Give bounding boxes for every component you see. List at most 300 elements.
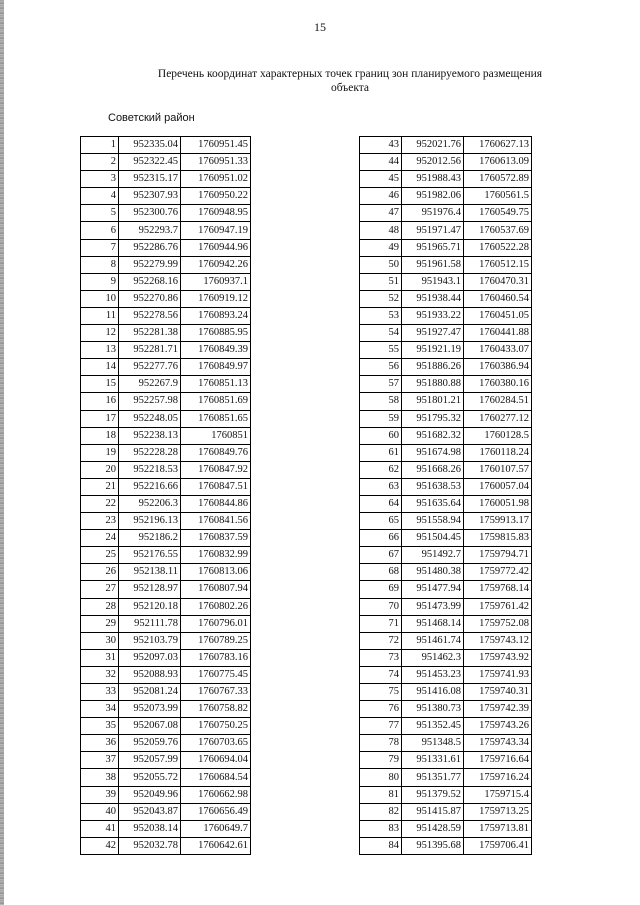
y-coordinate-cell: 1759815.83	[464, 530, 532, 547]
x-coordinate-cell: 952176.55	[119, 547, 181, 564]
table-row	[81, 290, 251, 307]
point-number-cell: 52	[360, 290, 402, 307]
table-row	[360, 188, 532, 205]
point-number-cell: 57	[360, 376, 402, 393]
table-row	[360, 222, 532, 239]
x-coordinate-cell: 951462.3	[402, 649, 464, 666]
point-number-cell: 48	[360, 222, 402, 239]
point-number-cell: 81	[360, 786, 402, 803]
y-coordinate-cell: 1759743.34	[464, 735, 532, 752]
y-coordinate-cell: 1759768.14	[464, 581, 532, 598]
table-row	[81, 273, 251, 290]
y-coordinate-cell: 1759740.31	[464, 684, 532, 701]
x-coordinate-cell: 951976.4	[402, 205, 464, 222]
point-number-cell: 69	[360, 581, 402, 598]
y-coordinate-cell: 1760284.51	[464, 393, 532, 410]
y-coordinate-cell: 1759713.25	[464, 803, 532, 820]
x-coordinate-cell: 951428.59	[402, 820, 464, 837]
x-coordinate-cell: 952335.04	[119, 137, 181, 154]
point-number-cell: 40	[81, 803, 119, 820]
table-row	[360, 325, 532, 342]
y-coordinate-cell: 1760451.05	[464, 307, 532, 324]
point-number-cell: 83	[360, 820, 402, 837]
y-coordinate-cell: 1759713.81	[464, 820, 532, 837]
point-number-cell: 75	[360, 684, 402, 701]
y-coordinate-cell: 1760783.16	[181, 649, 251, 666]
point-number-cell: 13	[81, 342, 119, 359]
y-coordinate-cell: 1760057.04	[464, 478, 532, 495]
x-coordinate-cell: 952267.9	[119, 376, 181, 393]
point-number-cell: 46	[360, 188, 402, 205]
y-coordinate-cell: 1760750.25	[181, 718, 251, 735]
x-coordinate-cell: 952238.13	[119, 427, 181, 444]
y-coordinate-cell: 1759772.42	[464, 564, 532, 581]
x-coordinate-cell: 951558.94	[402, 513, 464, 530]
y-coordinate-cell: 1760849.97	[181, 359, 251, 376]
y-coordinate-cell: 1760107.57	[464, 461, 532, 478]
point-number-cell: 10	[81, 290, 119, 307]
table-row	[360, 495, 532, 512]
y-coordinate-cell: 1759743.26	[464, 718, 532, 735]
x-coordinate-cell: 952081.24	[119, 684, 181, 701]
point-number-cell: 4	[81, 188, 119, 205]
y-coordinate-cell: 1760694.04	[181, 752, 251, 769]
table-row	[81, 239, 251, 256]
coordinates-table-left	[80, 136, 251, 855]
point-number-cell: 67	[360, 547, 402, 564]
x-coordinate-cell: 952307.93	[119, 188, 181, 205]
point-number-cell: 41	[81, 820, 119, 837]
y-coordinate-cell: 1760277.12	[464, 410, 532, 427]
table-row	[81, 137, 251, 154]
table-row	[360, 205, 532, 222]
point-number-cell: 50	[360, 256, 402, 273]
point-number-cell: 79	[360, 752, 402, 769]
x-coordinate-cell: 952128.97	[119, 581, 181, 598]
y-coordinate-cell: 1760849.39	[181, 342, 251, 359]
x-coordinate-cell: 951331.61	[402, 752, 464, 769]
point-number-cell: 31	[81, 649, 119, 666]
y-coordinate-cell: 1760947.19	[181, 222, 251, 239]
x-coordinate-cell: 952049.96	[119, 786, 181, 803]
table-row	[360, 427, 532, 444]
y-coordinate-cell: 1759761.42	[464, 598, 532, 615]
x-coordinate-cell: 952038.14	[119, 820, 181, 837]
x-coordinate-cell: 952286.76	[119, 239, 181, 256]
y-coordinate-cell: 1760572.89	[464, 171, 532, 188]
y-coordinate-cell: 1760433.07	[464, 342, 532, 359]
x-coordinate-cell: 951351.77	[402, 769, 464, 786]
x-coordinate-cell: 951638.53	[402, 478, 464, 495]
point-number-cell: 27	[81, 581, 119, 598]
table-row	[360, 307, 532, 324]
x-coordinate-cell: 952248.05	[119, 410, 181, 427]
x-coordinate-cell: 951795.32	[402, 410, 464, 427]
table-row	[81, 222, 251, 239]
y-coordinate-cell: 1760051.98	[464, 495, 532, 512]
x-coordinate-cell: 951468.14	[402, 615, 464, 632]
y-coordinate-cell: 1760851	[181, 427, 251, 444]
point-number-cell: 21	[81, 478, 119, 495]
table-row	[81, 444, 251, 461]
point-number-cell: 36	[81, 735, 119, 752]
point-number-cell: 72	[360, 632, 402, 649]
point-number-cell: 71	[360, 615, 402, 632]
y-coordinate-cell: 1760775.45	[181, 666, 251, 683]
title-line-1: Перечень координат характерных точек границ зон планируемого размещения	[157, 68, 543, 80]
x-coordinate-cell: 951416.08	[402, 684, 464, 701]
table-row	[81, 632, 251, 649]
y-coordinate-cell: 1760549.75	[464, 205, 532, 222]
y-coordinate-cell: 1760951.02	[181, 171, 251, 188]
point-number-cell: 56	[360, 359, 402, 376]
x-coordinate-cell: 952279.99	[119, 256, 181, 273]
y-coordinate-cell: 1759913.17	[464, 513, 532, 530]
point-number-cell: 12	[81, 325, 119, 342]
table-row	[81, 393, 251, 410]
table-row	[360, 342, 532, 359]
point-number-cell: 3	[81, 171, 119, 188]
x-coordinate-cell: 951921.19	[402, 342, 464, 359]
table-row	[81, 478, 251, 495]
point-number-cell: 64	[360, 495, 402, 512]
y-coordinate-cell: 1760937.1	[181, 273, 251, 290]
point-number-cell: 54	[360, 325, 402, 342]
table-row	[360, 684, 532, 701]
table-row	[81, 786, 251, 803]
x-coordinate-cell: 952206.3	[119, 495, 181, 512]
y-coordinate-cell: 1760893.24	[181, 307, 251, 324]
point-number-cell: 47	[360, 205, 402, 222]
table-row	[360, 461, 532, 478]
y-coordinate-cell: 1760807.94	[181, 581, 251, 598]
table-row	[81, 718, 251, 735]
point-number-cell: 59	[360, 410, 402, 427]
point-number-cell: 23	[81, 513, 119, 530]
y-coordinate-cell: 1760847.92	[181, 461, 251, 478]
table-row	[360, 154, 532, 171]
point-number-cell: 51	[360, 273, 402, 290]
point-number-cell: 30	[81, 632, 119, 649]
point-number-cell: 14	[81, 359, 119, 376]
x-coordinate-cell: 952218.53	[119, 461, 181, 478]
y-coordinate-cell: 1760649.7	[181, 820, 251, 837]
table-row	[360, 735, 532, 752]
table-row	[360, 615, 532, 632]
point-number-cell: 84	[360, 837, 402, 854]
x-coordinate-cell: 952228.28	[119, 444, 181, 461]
y-coordinate-cell: 1760802.26	[181, 598, 251, 615]
y-coordinate-cell: 1760627.13	[464, 137, 532, 154]
x-coordinate-cell: 951395.68	[402, 837, 464, 854]
table-row	[81, 359, 251, 376]
x-coordinate-cell: 952281.71	[119, 342, 181, 359]
y-coordinate-cell: 1760951.45	[181, 137, 251, 154]
table-row	[81, 547, 251, 564]
table-row	[360, 752, 532, 769]
x-coordinate-cell: 951674.98	[402, 444, 464, 461]
point-number-cell: 65	[360, 513, 402, 530]
x-coordinate-cell: 952012.56	[402, 154, 464, 171]
point-number-cell: 66	[360, 530, 402, 547]
x-coordinate-cell: 952021.76	[402, 137, 464, 154]
point-number-cell: 39	[81, 786, 119, 803]
table-row	[360, 666, 532, 683]
point-number-cell: 60	[360, 427, 402, 444]
y-coordinate-cell: 1760950.22	[181, 188, 251, 205]
y-coordinate-cell: 1760656.49	[181, 803, 251, 820]
x-coordinate-cell: 952257.98	[119, 393, 181, 410]
table-row	[81, 735, 251, 752]
point-number-cell: 1	[81, 137, 119, 154]
point-number-cell: 53	[360, 307, 402, 324]
x-coordinate-cell: 952196.13	[119, 513, 181, 530]
x-coordinate-cell: 952120.18	[119, 598, 181, 615]
x-coordinate-cell: 951635.64	[402, 495, 464, 512]
point-number-cell: 49	[360, 239, 402, 256]
point-number-cell: 29	[81, 615, 119, 632]
table-row	[81, 752, 251, 769]
y-coordinate-cell: 1760522.28	[464, 239, 532, 256]
table-row	[81, 649, 251, 666]
y-coordinate-cell: 1760847.51	[181, 478, 251, 495]
table-row	[81, 188, 251, 205]
table-row	[81, 427, 251, 444]
table-row	[81, 666, 251, 683]
point-number-cell: 11	[81, 307, 119, 324]
y-coordinate-cell: 1760386.94	[464, 359, 532, 376]
table-row	[81, 803, 251, 820]
y-coordinate-cell: 1760441.88	[464, 325, 532, 342]
x-coordinate-cell: 951453.23	[402, 666, 464, 683]
table-row	[360, 632, 532, 649]
point-number-cell: 55	[360, 342, 402, 359]
table-row	[81, 581, 251, 598]
point-number-cell: 61	[360, 444, 402, 461]
point-number-cell: 16	[81, 393, 119, 410]
table-row	[360, 564, 532, 581]
y-coordinate-cell: 1759706.41	[464, 837, 532, 854]
point-number-cell: 33	[81, 684, 119, 701]
x-coordinate-cell: 952270.86	[119, 290, 181, 307]
point-number-cell: 74	[360, 666, 402, 683]
table-row	[360, 701, 532, 718]
point-number-cell: 6	[81, 222, 119, 239]
table-row	[81, 154, 251, 171]
point-number-cell: 25	[81, 547, 119, 564]
point-number-cell: 7	[81, 239, 119, 256]
x-coordinate-cell: 951965.71	[402, 239, 464, 256]
point-number-cell: 32	[81, 666, 119, 683]
table-row	[360, 530, 532, 547]
x-coordinate-cell: 951943.1	[402, 273, 464, 290]
y-coordinate-cell: 1759743.12	[464, 632, 532, 649]
y-coordinate-cell: 1759794.71	[464, 547, 532, 564]
table-row	[360, 820, 532, 837]
y-coordinate-cell: 1760789.25	[181, 632, 251, 649]
y-coordinate-cell: 1760919.12	[181, 290, 251, 307]
table-row	[81, 495, 251, 512]
point-number-cell: 82	[360, 803, 402, 820]
table-row	[81, 513, 251, 530]
y-coordinate-cell: 1760951.33	[181, 154, 251, 171]
y-coordinate-cell: 1759743.92	[464, 649, 532, 666]
table-row	[360, 769, 532, 786]
y-coordinate-cell: 1760948.95	[181, 205, 251, 222]
table-row	[360, 478, 532, 495]
table-row	[81, 461, 251, 478]
table-row	[360, 273, 532, 290]
y-coordinate-cell: 1760767.33	[181, 684, 251, 701]
x-coordinate-cell: 952186.2	[119, 530, 181, 547]
point-number-cell: 28	[81, 598, 119, 615]
y-coordinate-cell: 1759716.24	[464, 769, 532, 786]
point-number-cell: 15	[81, 376, 119, 393]
table-row	[81, 530, 251, 547]
y-coordinate-cell: 1760851.69	[181, 393, 251, 410]
point-number-cell: 8	[81, 256, 119, 273]
point-number-cell: 5	[81, 205, 119, 222]
x-coordinate-cell: 952277.76	[119, 359, 181, 376]
y-coordinate-cell: 1760851.13	[181, 376, 251, 393]
x-coordinate-cell: 951668.26	[402, 461, 464, 478]
y-coordinate-cell: 1759741.93	[464, 666, 532, 683]
x-coordinate-cell: 951961.58	[402, 256, 464, 273]
x-coordinate-cell: 951801.21	[402, 393, 464, 410]
point-number-cell: 78	[360, 735, 402, 752]
x-coordinate-cell: 952057.99	[119, 752, 181, 769]
x-coordinate-cell: 952216.66	[119, 478, 181, 495]
x-coordinate-cell: 952059.76	[119, 735, 181, 752]
x-coordinate-cell: 951473.99	[402, 598, 464, 615]
point-number-cell: 18	[81, 427, 119, 444]
x-coordinate-cell: 952315.17	[119, 171, 181, 188]
table-row	[360, 837, 532, 854]
table-row	[360, 547, 532, 564]
coordinates-table-right	[359, 136, 532, 855]
y-coordinate-cell: 1760758.82	[181, 701, 251, 718]
point-number-cell: 43	[360, 137, 402, 154]
x-coordinate-cell: 952088.93	[119, 666, 181, 683]
x-coordinate-cell: 952067.08	[119, 718, 181, 735]
table-row	[81, 376, 251, 393]
y-coordinate-cell: 1760128.5	[464, 427, 532, 444]
x-coordinate-cell: 952278.56	[119, 307, 181, 324]
x-coordinate-cell: 951927.47	[402, 325, 464, 342]
table-row	[360, 359, 532, 376]
x-coordinate-cell: 951971.47	[402, 222, 464, 239]
district-heading: Советский район	[108, 112, 195, 124]
x-coordinate-cell: 951379.52	[402, 786, 464, 803]
y-coordinate-cell: 1760470.31	[464, 273, 532, 290]
point-number-cell: 24	[81, 530, 119, 547]
point-number-cell: 35	[81, 718, 119, 735]
x-coordinate-cell: 951682.32	[402, 427, 464, 444]
x-coordinate-cell: 952055.72	[119, 769, 181, 786]
y-coordinate-cell: 1760885.95	[181, 325, 251, 342]
table-row	[81, 171, 251, 188]
y-coordinate-cell: 1759742.39	[464, 701, 532, 718]
y-coordinate-cell: 1760944.96	[181, 239, 251, 256]
page-number: 15	[314, 20, 326, 34]
table-row	[360, 171, 532, 188]
table-row	[360, 581, 532, 598]
x-coordinate-cell: 951348.5	[402, 735, 464, 752]
table-row	[81, 615, 251, 632]
y-coordinate-cell: 1760613.09	[464, 154, 532, 171]
x-coordinate-cell: 952300.76	[119, 205, 181, 222]
table-row	[360, 239, 532, 256]
x-coordinate-cell: 951461.74	[402, 632, 464, 649]
y-coordinate-cell: 1760561.5	[464, 188, 532, 205]
table-row	[360, 137, 532, 154]
x-coordinate-cell: 951480.38	[402, 564, 464, 581]
scan-edge-artifact	[0, 0, 4, 905]
table-row	[81, 837, 251, 854]
x-coordinate-cell: 951880.88	[402, 376, 464, 393]
y-coordinate-cell: 1760537.69	[464, 222, 532, 239]
table-row	[81, 325, 251, 342]
point-number-cell: 70	[360, 598, 402, 615]
y-coordinate-cell: 1760460.54	[464, 290, 532, 307]
x-coordinate-cell: 951492.7	[402, 547, 464, 564]
y-coordinate-cell: 1760851.65	[181, 410, 251, 427]
point-number-cell: 26	[81, 564, 119, 581]
table-row	[360, 393, 532, 410]
table-row	[81, 684, 251, 701]
point-number-cell: 9	[81, 273, 119, 290]
y-coordinate-cell: 1760662.98	[181, 786, 251, 803]
y-coordinate-cell: 1760942.26	[181, 256, 251, 273]
table-row	[81, 598, 251, 615]
point-number-cell: 22	[81, 495, 119, 512]
table-row	[81, 769, 251, 786]
x-coordinate-cell: 951982.06	[402, 188, 464, 205]
document-title	[110, 67, 590, 95]
point-number-cell: 17	[81, 410, 119, 427]
point-number-cell: 20	[81, 461, 119, 478]
point-number-cell: 58	[360, 393, 402, 410]
point-number-cell: 37	[81, 752, 119, 769]
y-coordinate-cell: 1760512.15	[464, 256, 532, 273]
title-line-2: объекта	[330, 82, 370, 94]
point-number-cell: 76	[360, 701, 402, 718]
table-row	[360, 649, 532, 666]
x-coordinate-cell: 951380.73	[402, 701, 464, 718]
x-coordinate-cell: 952138.11	[119, 564, 181, 581]
table-row	[360, 256, 532, 273]
table-row	[81, 820, 251, 837]
x-coordinate-cell: 952293.7	[119, 222, 181, 239]
x-coordinate-cell: 952281.38	[119, 325, 181, 342]
y-coordinate-cell: 1760380.16	[464, 376, 532, 393]
point-number-cell: 2	[81, 154, 119, 171]
point-number-cell: 42	[81, 837, 119, 854]
table-row	[81, 205, 251, 222]
x-coordinate-cell: 951938.44	[402, 290, 464, 307]
x-coordinate-cell: 951504.45	[402, 530, 464, 547]
y-coordinate-cell: 1759716.64	[464, 752, 532, 769]
x-coordinate-cell: 952043.87	[119, 803, 181, 820]
y-coordinate-cell: 1759715.4	[464, 786, 532, 803]
table-row	[81, 307, 251, 324]
x-coordinate-cell: 951886.26	[402, 359, 464, 376]
table-row	[360, 786, 532, 803]
point-number-cell: 62	[360, 461, 402, 478]
x-coordinate-cell: 951988.43	[402, 171, 464, 188]
point-number-cell: 68	[360, 564, 402, 581]
table-row	[360, 598, 532, 615]
